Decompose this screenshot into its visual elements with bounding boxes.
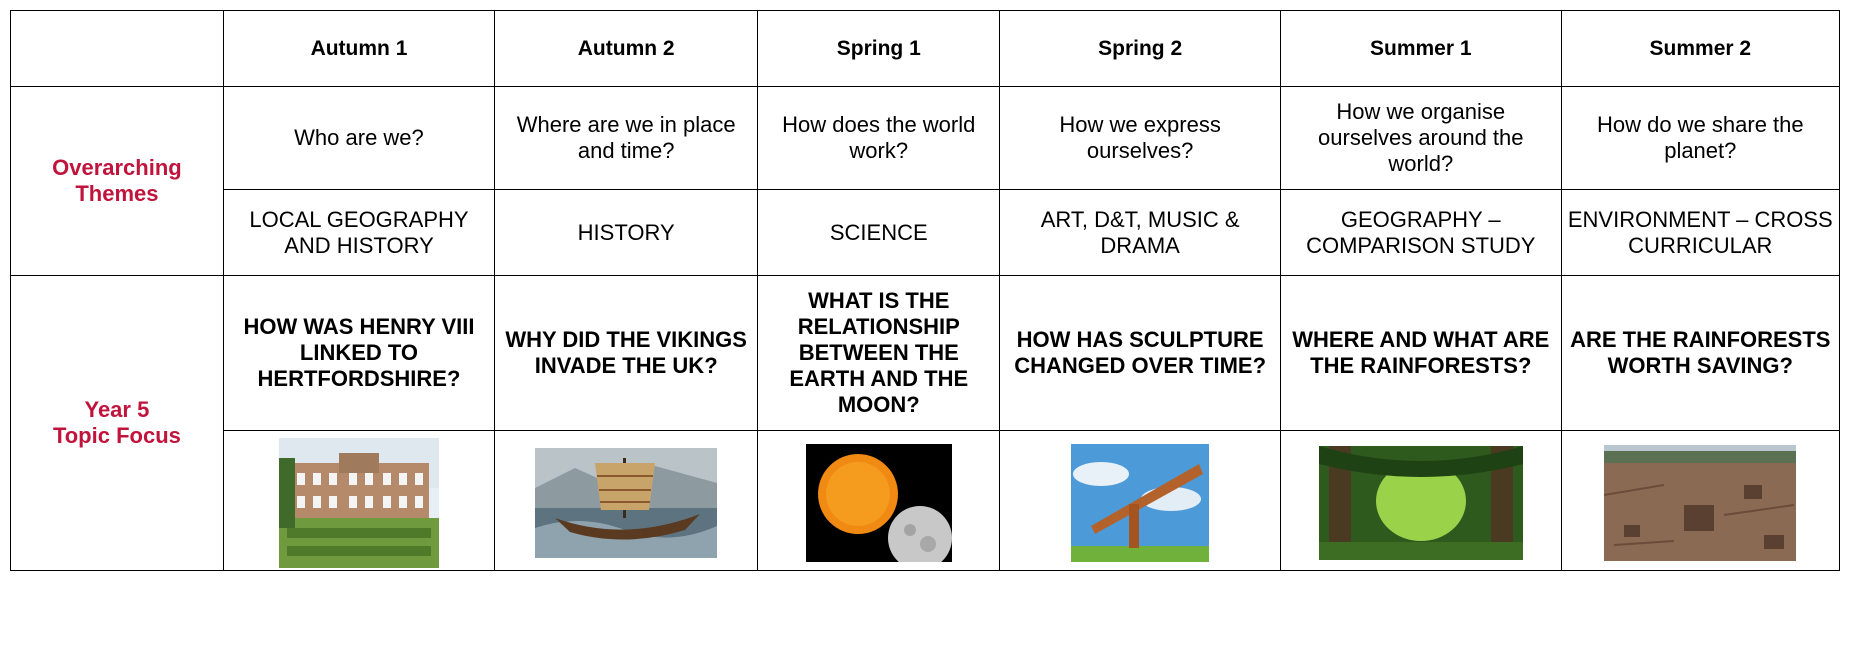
theme-subject: SCIENCE — [758, 190, 1000, 276]
subjects-row — [11, 190, 1840, 276]
questions-row — [11, 87, 1840, 190]
overarching-themes-label: Overarching Themes — [11, 87, 224, 276]
rainforest-photo — [1319, 446, 1523, 560]
topic-question: WHERE AND WHAT ARE THE RAINFORESTS? — [1280, 276, 1561, 431]
theme-question: How do we share the planet? — [1561, 87, 1839, 190]
viking-longship-photo — [535, 448, 717, 558]
theme-question: Where are we in place and time? — [495, 87, 758, 190]
term-header: Spring 2 — [1000, 11, 1281, 87]
topic-question: HOW WAS HENRY VIII LINKED TO HERTFORDSHIRE? — [223, 276, 494, 431]
term-header: Autumn 2 — [495, 11, 758, 87]
term-header: Summer 2 — [1561, 11, 1839, 87]
topic-label-line: Topic Focus — [52, 423, 181, 448]
deforestation-photo — [1604, 445, 1796, 561]
images-row — [11, 431, 1840, 571]
theme-question: How does the world work? — [758, 87, 1000, 190]
theme-question: How we express ourselves? — [1000, 87, 1281, 190]
angel-of-the-north-photo — [1071, 444, 1209, 562]
topics-row — [11, 276, 1840, 431]
topic-question: WHY DID THE VIKINGS INVADE THE UK? — [495, 276, 758, 431]
term-header: Spring 1 — [758, 11, 1000, 87]
sun-and-moon-photo — [806, 444, 952, 562]
topic-question: ARE THE RAINFORESTS WORTH SAVING? — [1561, 276, 1839, 431]
theme-subject: ART, D&T, MUSIC & DRAMA — [1000, 190, 1281, 276]
curriculum-table — [10, 10, 1840, 571]
tudor-mansion-photo — [279, 438, 439, 568]
theme-subject: GEOGRAPHY – COMPARISON STUDY — [1280, 190, 1561, 276]
theme-subject: LOCAL GEOGRAPHY AND HISTORY — [223, 190, 494, 276]
theme-subject: ENVIRONMENT – CROSS CURRICULAR — [1561, 190, 1839, 276]
theme-question: How we organise ourselves around the world? — [1280, 87, 1561, 190]
theme-subject: HISTORY — [495, 190, 758, 276]
year-5-topic-label — [11, 276, 224, 571]
topic-label-line: Year 5 — [84, 397, 150, 422]
header-row — [11, 11, 1840, 87]
term-header: Autumn 1 — [223, 11, 494, 87]
theme-question: Who are we? — [223, 87, 494, 190]
topic-question: HOW HAS SCULPTURE CHANGED OVER TIME? — [1000, 276, 1281, 431]
term-header: Summer 1 — [1280, 11, 1561, 87]
corner-cell — [11, 11, 224, 87]
topic-question: WHAT IS THE RELATIONSHIP BETWEEN THE EARTH AND THE MOON? — [758, 276, 1000, 431]
